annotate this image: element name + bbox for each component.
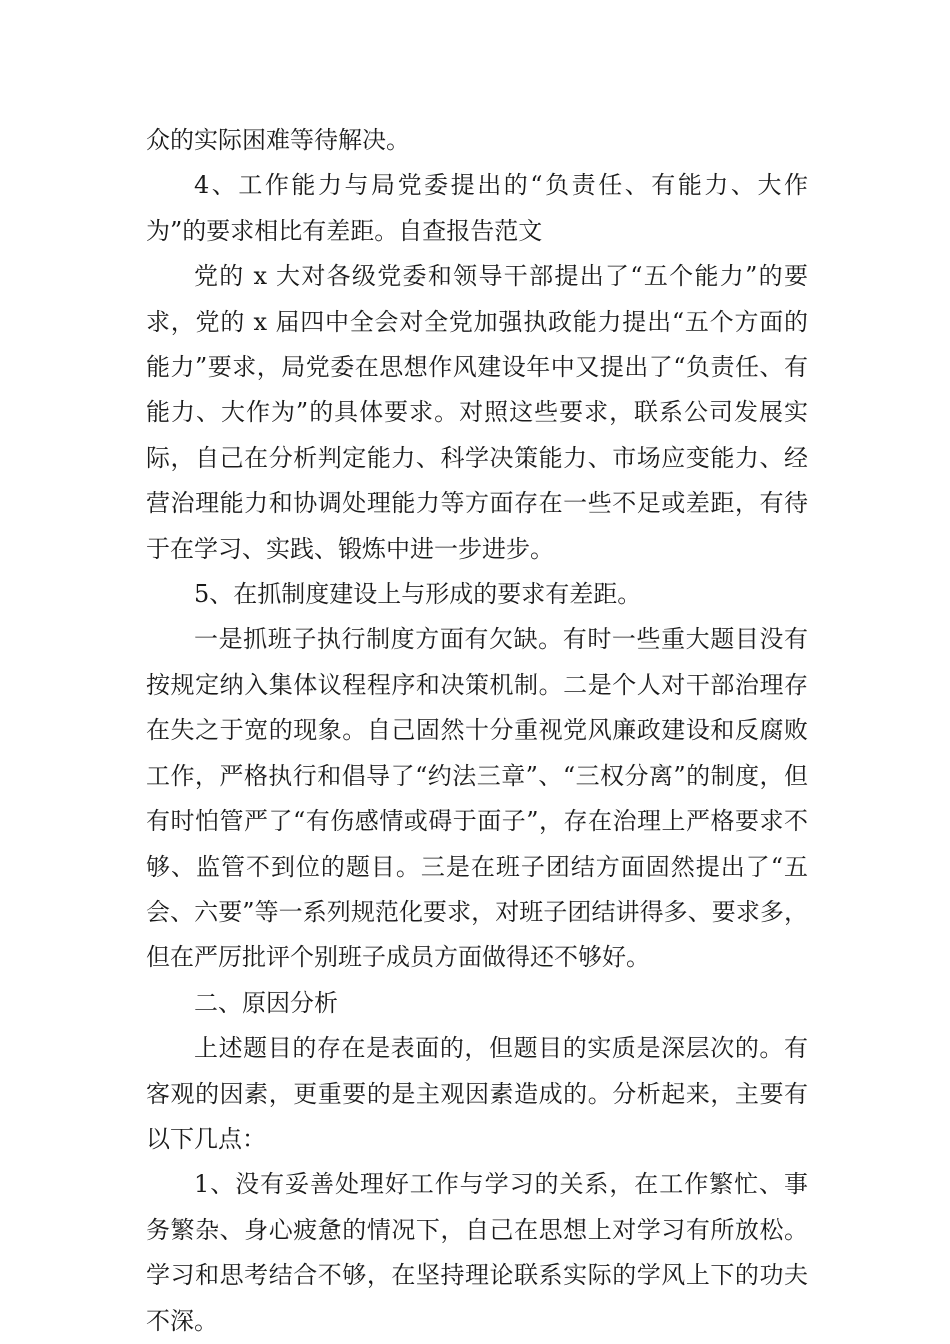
paragraph-continuation: 众的实际困难等待解决。 <box>146 126 410 154</box>
paragraph-item-1: 1、没有妥善处理好工作与学习的关系，在工作繁忙、事务繁杂、身心疲惫的情况下，自己在思想上对学习有所放松。学习和思考结合不够，在坚持理论联系实际的学风上下的功夫不深。 <box>146 1170 808 1335</box>
paragraph-item-4: 4、工作能力与局党委提出的“负责任、有能力、大作为”的要求相比有差距。自查报告范文 <box>146 171 808 245</box>
paragraph-item-5: 5、在抓制度建设上与形成的要求有差距。 <box>194 580 642 609</box>
document-body <box>146 118 808 1344</box>
section-heading: 二、原因分析 <box>194 988 338 1017</box>
paragraph-body: 党的 x 大对各级党委和领导干部提出了“五个能力”的要求，党的 x 届四中全会对全党加强执政能力提出“五个方面的能力”要求，局党委在思想作风建设年中又提出了“负责任、有能力、大作为”的具体要求。对照这些要求，联系公司发展实际，自己在分析判定能力、科学决策能力、市场应变能力、经营治理能力和协调处理能力等方面存在一些不足或差距，有待于在学习、实践、锻炼中进一步进步。 <box>146 262 808 563</box>
paragraph-body: 上述题目的存在是表面的，但题目的实质是深层次的。有客观的因素，更重要的是主观因素造成的。分析起来，主要有以下几点： <box>146 1034 808 1153</box>
paragraph-body: 一是抓班子执行制度方面有欠缺。有时一些重大题目没有按规定纳入集体议程程序和决策机制。二是个人对干部治理存在失之于宽的现象。自己固然十分重视党风廉政建设和反腐败工作，严格执行和倡导了“约法三章”、“三权分离”的制度，但有时怕管严了“有伤感情或碍于面子”，存在治理上严格要求不够、监管不到位的题目。三是在班子团结方面固然提出了“五会、六要”等一系列规范化要求，对班子团结讲得多、要求多，但在严厉批评个别班子成员方面做得还不够好。 <box>146 625 808 972</box>
